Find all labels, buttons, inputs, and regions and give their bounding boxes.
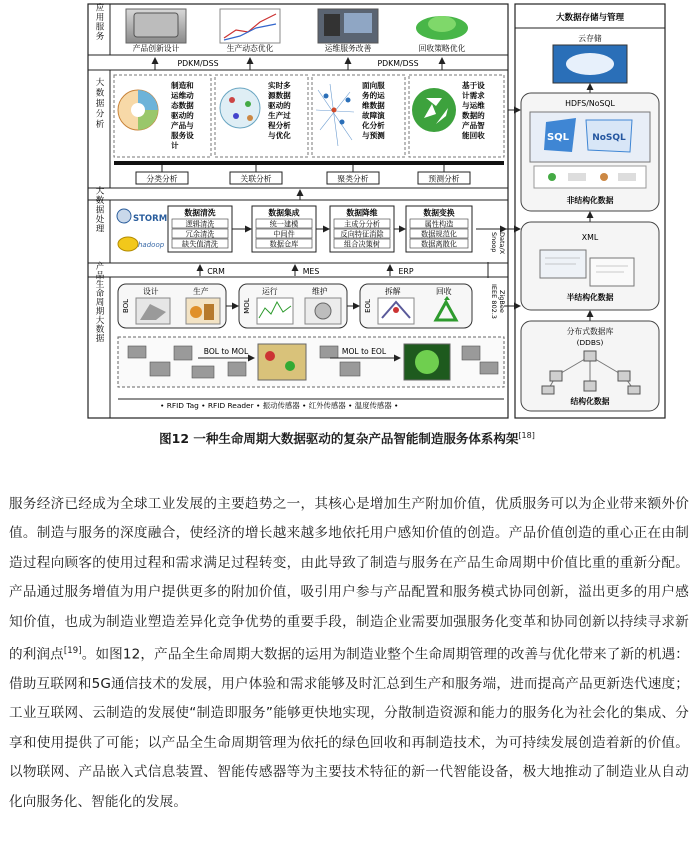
analysis-text: 实时多 [268,81,291,90]
processing-item: 数据规范化 [421,229,457,239]
analysis-text: 与预测 [362,131,385,140]
processing-item: 逻辑清洗 [185,219,215,229]
stage-label: 设计 [143,287,159,296]
vertical-label: Data/X [498,232,506,255]
analysis-text: 态数据 [171,101,194,110]
factory-image [258,344,306,380]
xml-label: XML [581,233,599,242]
method-label: 聚类分析 [337,174,369,184]
vertical-label: Snoop [490,232,498,253]
app-service-layer [88,2,508,70]
analysis-text: 产品智 [462,121,485,130]
storage-title: 大数据存储与管理 [555,13,625,23]
stage-label: 拆解 [385,287,401,296]
body-text-part2: 。如图12，产品全生命周期大数据的运用为制造业整个生命周期管理的改善与优化带来了新的机遇：借助互联网和5G通信技术的发展，用户体验和需求能够及时汇总到生产和服务端，进而提高产品更新迭代速度；工业互联网、云制造的发展使“制造即服务”能够更快地实现，分散制造资源和能力的服务化为社会化的集成、分享和使用提供了可能；以产品全生命周期管理为依托的绿色回收和再制造技术，为可持续发展创造着新的价值。以物联网、产品嵌入式信息装置、智能传感器等为主要技术特征的新一代智能设备，极大地推动了制造业从自动化向服务化、智能化的发展。 [9,646,690,810]
analysis-bus [114,161,504,165]
processing-title: 数据降维 [346,208,378,218]
app-item-label: 运维服务改善 [324,44,372,53]
stage-label: 运行 [262,287,278,296]
hdfs-label: HDFS/NoSQL [565,99,615,108]
system-label: CRM [207,267,225,276]
transition-label: MOL to EOL [341,347,387,356]
analysis-text: 基于设 [462,81,485,90]
bol-label: BOL [122,298,130,314]
layer-label-analysis: 大数据分析 [94,77,104,131]
ddb-label: 分布式数据库 [566,327,614,336]
method-label: 预测分析 [428,174,460,184]
analysis-text: 计需求 [462,91,485,100]
lifecycle-layer [88,261,508,418]
body-paragraph [9,490,689,817]
nosql-label: NoSQL [592,133,626,143]
architecture-diagram [0,0,694,424]
storm-text: STORM [133,214,168,224]
system-label: MES [302,267,320,276]
citation-ref: [19] [63,646,82,657]
processing-title: 数据变换 [423,208,455,218]
vertical-label: ZigBee [498,290,506,313]
analysis-text: 程分析 [268,121,291,130]
analysis-text: 服务设 [171,131,194,140]
semi-structured-label: 半结构化数据 [566,293,614,302]
processing-item: 统一建模 [269,219,299,229]
transition-label: BOL to MOL [203,347,249,356]
processing-item: 反向特征消除 [340,229,384,239]
analysis-text: 计 [171,141,179,150]
layer-label-processing: 大数据处理 [94,186,104,234]
method-label: 分类分析 [146,174,178,184]
stage-label: 维护 [312,287,328,296]
stage-label: 回收 [436,287,452,296]
analysis-text: 源数据 [268,91,291,100]
sql-label: SQL [546,132,570,143]
mol-label: MOL [243,298,251,314]
analysis-text: 务的运 [362,91,385,100]
pdkm-label: PDKM/DSS [177,59,219,68]
layer-label-lifecycle: 产品生命周期大数据 [94,261,104,343]
cloud-label: 云存储 [578,34,602,43]
body-text-part1: 服务经济已经成为全球工业发展的主要趋势之一，其核心是增加生产附加价值，优质服务可以为企业带来额外价值。制造与服务的深度融合，使经济的增长越来越多地依托用户感知价值的创造。产品价值创造的重心正在由制造过程向顾客的使用过程和需求满足过程转变，由此导致了制造与服务在产品生命周期中价值比重的重新分配。产品通过服务增值为用户提供更多的附加价值，吸引用户参与产品配置和服务模式协同创新，溢出更多的用户感知价值，也成为制造业塑造差异化竞争优势的重要手段，制造企业需要加强服务化变革和协同创新以持续寻求新的利润点 [9,496,689,663]
caption-ref: [18] [518,430,535,440]
production-chart-image [220,9,280,43]
processing-item: 组合决策树 [344,239,380,249]
analysis-text: 驱动的 [171,111,194,120]
analysis-text: 维数据 [362,101,385,110]
processing-title: 数据清洗 [184,208,216,218]
system-label: ERP [398,267,414,276]
vertical-label: IEEE 802.3 [490,284,498,319]
processing-item: 缺失值清洗 [182,239,218,249]
analysis-text: 能回收 [462,131,485,140]
ddbs-label: (DDBS) [576,338,604,347]
analysis-text: 生产过 [268,111,291,120]
eol-label: EOL [364,299,372,313]
storage-panel [515,4,665,418]
processing-item: 冗余清洗 [185,229,215,239]
stage-label: 生产 [193,287,209,296]
structured-label: 结构化数据 [570,397,610,406]
pdkm-label: PDKM/DSS [377,59,419,68]
processing-item: 数据仓库 [269,239,299,249]
app-item-label: 生产动态优化 [226,44,274,53]
analysis-text: 面向服 [362,81,385,90]
app-item-label: 产品创新设计 [132,44,180,53]
analysis-text: 产品与 [171,121,194,130]
analysis-text: 化分析 [362,121,385,130]
processing-item: 属性构造 [424,219,454,229]
analysis-layer [88,70,508,200]
method-label: 关联分析 [240,174,272,184]
analysis-block [312,75,405,157]
processing-item: 数据离散化 [421,239,457,249]
layer-label-app: 应用服务 [94,3,104,41]
analysis-text: 运维动 [171,91,194,100]
analysis-text: 故障演 [362,111,385,120]
figure-caption [0,429,694,447]
processing-item: 中间件 [273,229,295,239]
processing-item: 主成分分析 [344,219,380,229]
analysis-text: 数据的 [462,111,485,120]
unstructured-label: 非结构化数据 [566,196,614,205]
analysis-text: 与运维 [462,101,485,110]
analysis-text: 驱动的 [268,101,291,110]
analysis-text: 与优化 [268,131,291,140]
analysis-text: 制造和 [171,81,194,90]
sensor-list: • RFID Tag • RFID Reader • 振动传感器 • 红外传感器 • 温度传感器 • [160,401,399,410]
caption-text: 图12 一种生命周期大数据驱动的复杂产品智能制造服务体系构架 [159,431,519,446]
hadoop-text: hadoop [138,241,165,249]
app-item-label: 回收策略优化 [418,44,466,53]
processing-title: 数据集成 [268,208,300,218]
processing-layer [88,186,508,276]
